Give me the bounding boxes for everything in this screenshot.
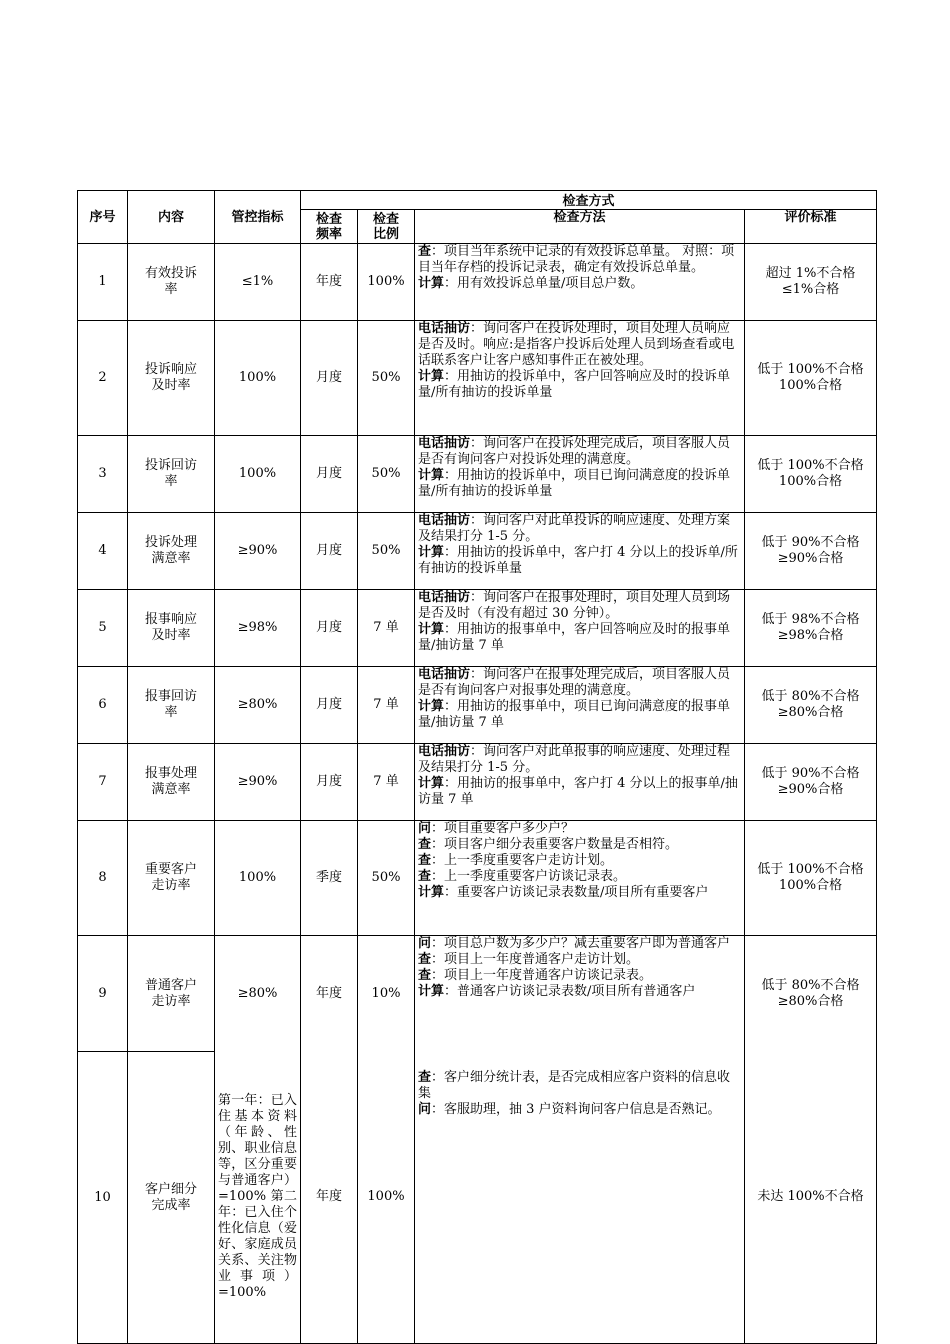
row-control: 100% xyxy=(215,821,301,936)
row-control: ≥90% xyxy=(215,744,301,821)
row-standard: 低于 90%不合格 ≥90%合格 xyxy=(745,744,877,821)
table-row xyxy=(78,513,877,590)
row-content: 投诉处理 满意率 xyxy=(128,513,215,590)
table-row xyxy=(78,590,877,667)
row-freq: 月度 xyxy=(301,436,358,513)
row-seq: 2 xyxy=(78,321,128,436)
row-seq: 9 xyxy=(78,936,128,1052)
row-freq: 月度 xyxy=(301,321,358,436)
row-ratio: 100% xyxy=(358,1052,415,1344)
row-control: ≤1% xyxy=(215,244,301,321)
header-freq: 检查 频率 xyxy=(301,210,358,244)
row-seq: 4 xyxy=(78,513,128,590)
row-content: 报事响应 及时率 xyxy=(128,590,215,667)
row-freq: 年度 xyxy=(301,1052,358,1344)
row-control: ≥80% xyxy=(215,667,301,744)
row-method: 电话抽访：询问客户对此单报事的响应速度、处理过程及结果打分 1-5 分。 计算：用抽访的报事单中，客户打 4 分以上的报事单/抽访量 7 单 xyxy=(415,744,745,821)
row-control: ≥98% xyxy=(215,590,301,667)
row-ratio: 50% xyxy=(358,321,415,436)
header-row-1 xyxy=(78,191,877,210)
row-content: 重要客户 走访率 xyxy=(128,821,215,936)
row-freq: 月度 xyxy=(301,513,358,590)
row-content: 客户细分 完成率 xyxy=(128,1052,215,1344)
row-method: 电话抽访：询问客户在投诉处理时，项目处理人员响应是否及时。响应:是指客户投诉后处理人员到场查看或电话联系客户让客户感知事件正在被处理。 计算：用抽访的投诉单中，客户回答响应及时的投诉单量/所有抽访的投诉单量 xyxy=(415,321,745,436)
row-standard: 低于 100%不合格 100%合格 xyxy=(745,436,877,513)
row-ratio: 10% xyxy=(358,936,415,1052)
row-content: 投诉回访 率 xyxy=(128,436,215,513)
header-method: 检查方法 xyxy=(415,210,745,244)
row-freq: 月度 xyxy=(301,667,358,744)
row-standard: 超过 1%不合格 ≤1%合格 xyxy=(745,244,877,321)
header-ratio: 检查 比例 xyxy=(358,210,415,244)
row-method: 电话抽访：询问客户在报事处理时，项目处理人员到场是否及时（有没有超过 30 分钟）。 计算：用抽访的报事单中，客户回答响应及时的报事单量/抽访量 7 单 xyxy=(415,590,745,667)
table-row xyxy=(78,436,877,513)
row-ratio: 50% xyxy=(358,436,415,513)
row-control: ≥80% xyxy=(215,936,301,1052)
row-ratio: 50% xyxy=(358,821,415,936)
row-seq: 10 xyxy=(78,1052,128,1344)
row-control: 100% xyxy=(215,436,301,513)
row-control: 第一年：已入住基本资料（年龄、性别、职业信息等，区分重要与普通客户）=100% 第二年：已入住个性化信息（爱好、家庭成员关系、关注物业事项）=100% xyxy=(215,1052,301,1344)
row-seq: 5 xyxy=(78,590,128,667)
row-standard: 低于 80%不合格 ≥80%合格 xyxy=(745,936,877,1052)
row-method: 电话抽访：询问客户在投诉处理完成后，项目客服人员是否有询问客户对投诉处理的满意度。 计算：用抽访的投诉单中，项目已询问满意度的投诉单量/所有抽访的投诉单量 xyxy=(415,436,745,513)
row-control: ≥90% xyxy=(215,513,301,590)
row-standard: 未达 100%不合格 xyxy=(745,1052,877,1344)
row-freq: 月度 xyxy=(301,590,358,667)
table-row xyxy=(78,244,877,321)
row-content: 普通客户 走访率 xyxy=(128,936,215,1052)
row-content: 报事回访 率 xyxy=(128,667,215,744)
header-seq: 序号 xyxy=(78,191,128,244)
table-row xyxy=(78,321,877,436)
row-method: 电话抽访：询问客户对此单投诉的响应速度、处理方案及结果打分 1-5 分。 计算：用抽访的投诉单中，客户打 4 分以上的投诉单/所有抽访的投诉单量 xyxy=(415,513,745,590)
row-method: 查：客户细分统计表，是否完成相应客户资料的信息收集 问：客服助理，抽 3 户资料询问客户信息是否熟记。 xyxy=(415,1052,745,1344)
row-content: 报事处理 满意率 xyxy=(128,744,215,821)
table-row xyxy=(78,667,877,744)
row-seq: 8 xyxy=(78,821,128,936)
row-ratio: 50% xyxy=(358,513,415,590)
table-row xyxy=(78,936,877,1052)
row-method: 查：项目当年系统中记录的有效投诉总单量。 对照：项目当年存档的投诉记录表，确定有效投诉总单量。 计算：用有效投诉总单量/项目总户数。 xyxy=(415,244,745,321)
row-seq: 7 xyxy=(78,744,128,821)
row-content: 有效投诉 率 xyxy=(128,244,215,321)
row-method: 问：项目总户数为多少户？减去重要客户即为普通客户 查：项目上一年度普通客户走访计划。 查：项目上一年度普通客户访谈记录表。 计算：普通客户访谈记录表数/项目所有普通客户 xyxy=(415,936,745,1052)
row-freq: 月度 xyxy=(301,744,358,821)
row-standard: 低于 80%不合格 ≥80%合格 xyxy=(745,667,877,744)
row-seq: 3 xyxy=(78,436,128,513)
row-freq: 年度 xyxy=(301,244,358,321)
table-row xyxy=(78,1052,877,1344)
row-content: 投诉响应 及时率 xyxy=(128,321,215,436)
row-freq: 年度 xyxy=(301,936,358,1052)
header-method-group: 检查方式 xyxy=(301,191,877,210)
row-standard: 低于 100%不合格 100%合格 xyxy=(745,321,877,436)
header-content: 内容 xyxy=(128,191,215,244)
inspection-table xyxy=(77,190,877,1344)
header-standard: 评价标准 xyxy=(745,210,877,244)
row-standard: 低于 100%不合格 100%合格 xyxy=(745,821,877,936)
row-standard: 低于 98%不合格 ≥98%合格 xyxy=(745,590,877,667)
row-standard: 低于 90%不合格 ≥90%合格 xyxy=(745,513,877,590)
row-ratio: 100% xyxy=(358,244,415,321)
header-control: 管控指标 xyxy=(215,191,301,244)
table-row xyxy=(78,744,877,821)
row-seq: 6 xyxy=(78,667,128,744)
row-method: 问：项目重要客户多少户？ 查：项目客户细分表重要客户数量是否相符。 查：上一季度重要客户走访计划。 查：上一季度重要客户访谈记录表。 计算：重要客户访谈记录表数量/项目所有重要客户 xyxy=(415,821,745,936)
row-ratio: 7 单 xyxy=(358,744,415,821)
row-seq: 1 xyxy=(78,244,128,321)
row-freq: 季度 xyxy=(301,821,358,936)
row-ratio: 7 单 xyxy=(358,667,415,744)
row-ratio: 7 单 xyxy=(358,590,415,667)
table-row xyxy=(78,821,877,936)
row-control: 100% xyxy=(215,321,301,436)
row-method: 电话抽访：询问客户在报事处理完成后，项目客服人员是否有询问客户对报事处理的满意度。 计算：用抽访的报事单中，项目已询问满意度的报事单量/抽访量 7 单 xyxy=(415,667,745,744)
